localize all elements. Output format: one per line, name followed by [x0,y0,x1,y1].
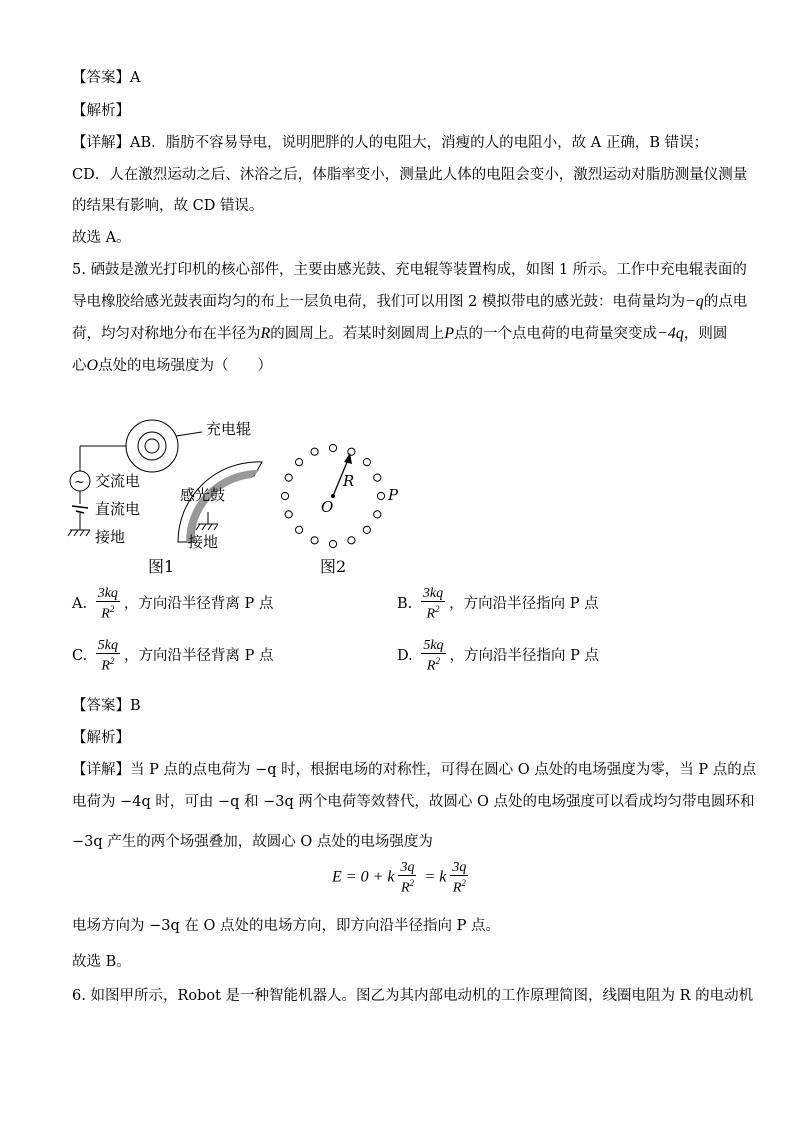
center-label: O [321,498,334,516]
q5-stem-text: 点处的电场强度为（ ） [98,358,273,374]
option-fraction [96,586,120,622]
ac-label: 交流电 [95,472,141,490]
exponent: 2 [435,656,440,666]
point-charge [285,474,292,481]
roller-inner [145,439,159,453]
analysis-label-q5: 【解析】 [72,730,130,746]
figure-1 [66,412,276,582]
figure-1-caption: 图1 [148,557,175,576]
q5-stem-line4 [72,354,272,375]
denominator-symbol: R [400,880,410,896]
q5-stem-text: ，则圆 [683,326,728,342]
exponent: 2 [109,656,115,666]
fraction-denominator [96,602,120,622]
detail-q5-line4: 电场方向为 −3q 在 O 点处的电场方向，即方向沿半径指向 P 点。 [72,918,500,934]
exponent: 2 [409,878,414,888]
detail-q4-line1: 【详解】AB．脂肪不容易导电，说明肥胖的人的电阻大，消瘦的人的电阻小，故 A 正确，B 错误； [72,135,709,151]
detail-q5-line3: −3q 产生的两个场强叠加，故圆心 O 点处的电场强度为 [72,834,433,850]
fraction-numerator: 3kq [97,586,118,601]
denominator-symbol: R [452,880,462,896]
option-letter: A. [72,595,88,612]
point-charge [296,459,303,466]
ground-2-label: 接地 [188,533,219,551]
point-symbol: O [86,357,99,374]
ground-2-hatch-a [196,524,200,530]
point-charge [374,511,381,518]
dc-source-plate-short [76,511,84,513]
dc-label: 直流电 [95,500,141,518]
drum-coating [186,470,259,542]
option-c[interactable] [72,638,274,674]
fraction-numerator: 3kq [422,586,444,601]
fraction-denominator [421,654,445,674]
detail-q5-line2: 电荷为 −4q 时，可由 −q 和 −3q 两个电荷等效替代，故圆心 O 点处的电场强度可以看成均匀带电圆环和 [72,794,755,810]
option-fraction [421,638,445,674]
point-charge [348,537,355,544]
q6-stem-line1: 6. 如图甲所示，Robot 是一种智能机器人。图乙为其内部电动机的工作原理简图，线圈电阻为 R 的电动机 [72,988,754,1004]
ground-1-hatch-a [68,530,72,536]
option-d[interactable] [397,638,599,674]
detail-q5-line1: 【详解】当 P 点的点电荷为 −q 时，根据电场的对称性，可得在圆心 O 点处的电场强度为零，当 P 点的点 [72,762,757,778]
choose-q4: 故选 A。 [72,230,131,246]
q5-stem-text: 心 [72,358,87,374]
equation-lhs: E = 0 + k [332,868,395,886]
point-charge [363,459,370,466]
answer-label-q5: 【答案】B [72,698,141,714]
choose-q5: 故选 B。 [72,954,131,970]
fraction-denominator [398,876,416,896]
equation-fraction [450,860,468,896]
ground-2-hatch-b [202,524,206,530]
denominator-symbol: R [426,606,436,622]
ground-1-hatch-d [86,530,90,536]
analysis-label-q4: 【解析】 [72,103,130,119]
ground-2-hatch-c [208,524,212,530]
point-charge [363,526,370,533]
exponent: 2 [109,604,115,614]
figure-2-caption: 图2 [320,557,347,576]
point-charge [285,511,292,518]
q5-stem-line2 [72,290,747,311]
q5-stem-text: 荷，均匀对称地分布在半径为 [72,326,261,342]
dc-source-plate-long [72,506,88,508]
exponent: 2 [461,878,466,888]
option-letter: C. [72,647,88,664]
fraction-numerator: 3q [452,860,467,875]
point-charge [311,448,318,455]
option-fraction [96,638,120,674]
q5-stem-line1: 5. 硒鼓是激光打印机的核心部件，主要由感光鼓、充电辊等装置构成，如图 1 所示。工作中充电辊表面的 [72,262,747,278]
point-charge [329,540,336,547]
q5-stem-text: 的点电 [703,294,748,310]
point-charge [281,492,288,499]
option-b[interactable] [397,586,599,622]
charge-symbol: −q [684,293,704,310]
fraction-numerator: 5kq [97,638,119,653]
detail-q4-line3: 的结果有影响，故 CD 错误。 [72,198,264,214]
option-letter: D. [397,647,413,664]
q5-stem-line3 [72,322,727,343]
detail-q4-line2: CD．人在激烈运动之后、沐浴之后，体脂率变小，测量此人体的电阻会变小，激烈运动对脂肪测量仪测量 [72,167,748,183]
fraction-denominator [421,602,445,622]
ac-source-symbol: ~ [74,475,85,490]
option-letter: B. [397,595,413,612]
point-symbol: P [444,325,455,342]
roller-label: 充电辊 [206,420,252,438]
fraction-numerator: 5kq [423,638,444,653]
point-charge [311,537,318,544]
ground-2-hatch-d [214,524,218,530]
equation [332,860,472,896]
ground-1-hatch-b [74,530,78,536]
figure-2 [270,436,400,582]
charge-symbol: −4q [657,325,684,342]
option-fraction [421,586,445,622]
option-text: ，方向沿半径指向 P 点 [449,595,599,612]
point-charge [348,448,355,455]
radius-label: R [343,472,355,490]
option-text: ，方向沿半径背离 P 点 [123,595,274,612]
q5-stem-text: 的圆周上。若某时刻圆周上 [270,326,445,342]
fraction-denominator [96,654,120,674]
radius-symbol: R [260,325,271,342]
point-charge [296,526,303,533]
denominator-symbol: R [101,658,110,674]
point-charge [377,492,384,499]
fraction-numerator: 3q [400,860,415,875]
option-text: ，方向沿半径背离 P 点 [124,647,274,664]
ground-1-label: 接地 [95,528,126,546]
answer-label-q4: 【答案】A [72,70,141,86]
roller-label-leader [176,432,202,436]
equation-fraction [398,860,416,896]
point-charge [329,444,336,451]
q5-stem-text: 导电橡胶给感光鼓表面均匀的布上一层负电荷，我们可以用图 2 模拟带电的感光鼓：电荷量均为 [72,294,685,310]
equation-mid: = k [420,868,447,886]
option-text: ，方向沿半径指向 P 点 [449,647,600,664]
q5-stem-text: 点的一个点电荷的电荷量突变成 [454,326,658,342]
fraction-denominator [450,876,468,896]
option-a[interactable] [72,586,273,622]
exponent: 2 [435,604,440,614]
denominator-symbol: R [101,606,110,622]
drum-label: 感光鼓 [180,486,226,504]
denominator-symbol: R [426,658,436,674]
point-p-label: P [388,486,399,504]
ground-1-hatch-c [80,530,84,536]
point-charge [374,474,381,481]
